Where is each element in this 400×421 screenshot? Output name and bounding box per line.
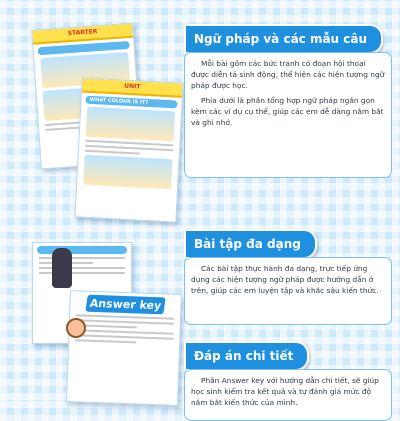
page-subheader xyxy=(37,246,127,254)
section-box-answer-key xyxy=(184,369,392,421)
section-title-answer-key: Đáp án chi tiết xyxy=(184,341,309,371)
cat-character-illustration xyxy=(52,248,72,288)
section-title-grammar: Ngữ pháp và các mẫu câu xyxy=(184,24,383,54)
section-box-exercises xyxy=(184,257,392,325)
text-line xyxy=(85,150,140,155)
answer-key-title: Answer key xyxy=(85,295,165,315)
section-paragraph: Phần Answer key với hướng dẫn chi tiết, sẽ giúp học sinh kiểm tra kết quả và tự đánh giá mức độ nắm bắt kiến thức của mình. xyxy=(191,376,379,407)
illustration xyxy=(86,107,175,142)
page-header: STARTER xyxy=(32,24,133,45)
page-header: UNIT xyxy=(82,78,183,97)
illustration xyxy=(83,155,172,190)
section-paragraph: Các bài tập thực hành đa dạng, trực tiếp ứng dụng các hiện tượng ngữ pháp được hướng dẫn ở trên, giúp các em luyện tập và khắc sâu kiến thức. xyxy=(191,264,379,295)
section-paragraph: Mỗi bài gồm các bức tranh có đoạn hội thoại được diễn tả sinh động, thể hiện các hiện tượng ngữ pháp được học. xyxy=(191,59,385,90)
section-paragraph: Phía dưới là phần tổng hợp ngữ pháp ngắn gọn kèm các ví dụ cụ thể, giúp các em dễ dàng nắm bắt và ghi nhớ. xyxy=(191,96,384,127)
book-page-answer-key xyxy=(66,290,182,406)
child-character-illustration xyxy=(66,318,86,338)
section-box-grammar xyxy=(184,52,392,178)
section-title-exercises: Bài tập đa dạng xyxy=(184,229,317,259)
book-page-unit xyxy=(74,77,183,222)
text-line xyxy=(75,339,136,343)
page-subheader: WHAT COLOUR IS IT? xyxy=(85,96,177,109)
